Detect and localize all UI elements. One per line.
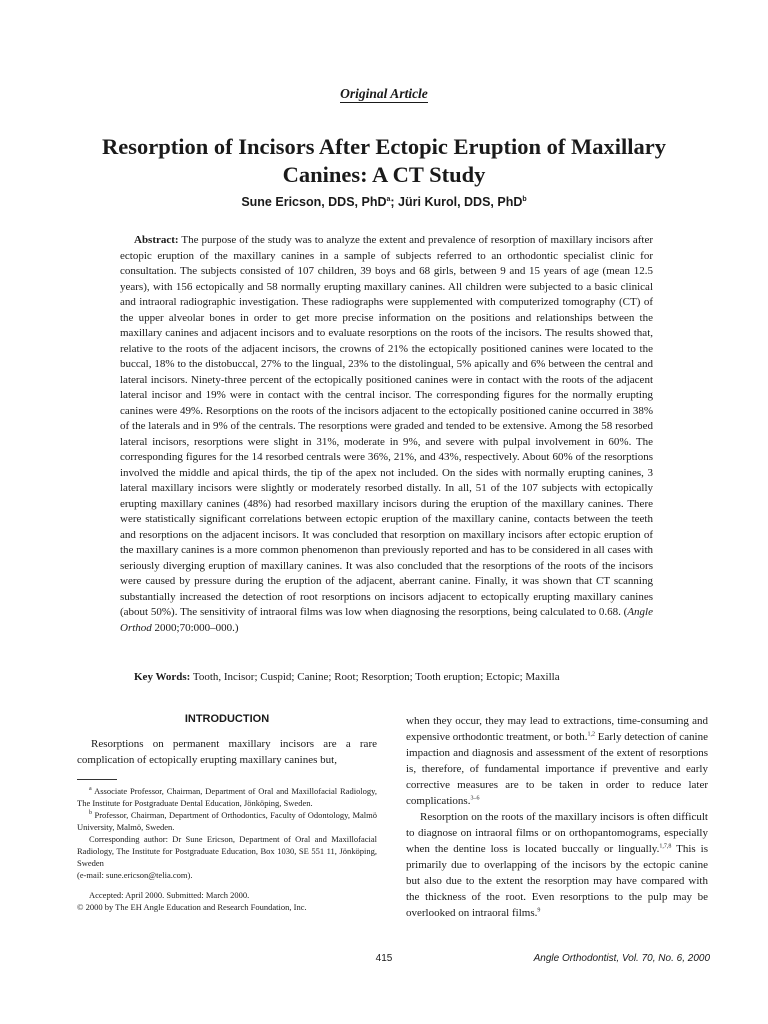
section-label	[0, 86, 768, 102]
dates: Accepted: April 2000. Submitted: March 2000.	[89, 890, 250, 900]
body-text: when they occur, they may lead to extractions, time-consuming and expensive orthodontic treatment, or both.	[406, 715, 708, 743]
body-text: Resorption on the roots of the maxillary incisors is often difficult to diagnose on intraoral films or on orthopantomograms, especially when the dentine loss is located buccally or lingually.	[406, 811, 708, 855]
footnote-text: Associate Professor, Chairman, Department of Oral and Maxillofacial Radiology, The Institute for Postgraduate Dental Education, Jönköping, Sweden.	[77, 786, 377, 808]
body-paragraph	[406, 713, 708, 809]
affiliation-mark: a	[386, 195, 391, 203]
author-name: Jüri Kurol, DDS, PhD	[398, 195, 523, 209]
section-label-text: Original Article	[340, 86, 428, 101]
right-column	[406, 713, 708, 921]
citation-details: 2000;70:000–000.)	[151, 621, 239, 634]
abstract	[120, 233, 653, 636]
abstract-text: The purpose of the study was to analyze the extent and prevalence of resorption of maxillary incisors after ectopic eruption of the maxillary canines in a sample of subjects referred to an orthodontic specialist clinic for consultation. The subjects consisted of 107 children, 39 boys and 68 girls, between 9 and 15 years of age (mean 12.5 years), with 156 ectopically and 58 normally erupting maxillary canines. All children were subjected to a basic clinical and intraoral radiographic investigation. These radiographs were supplemented with computerized tomography (CT) of the upper alveolar bones in order to get more precise information on the positions and relationships between the maxillary canines and adjacent incisors and to evaluate resorptions on the roots of the incisors. The results showed that, relative to the roots of the adjacent incisors, the crowns of 21% the ectopically positioned canines were located to the buccal, 18% to the distobuccal, 27% to the lingual, 23% to the distolingual, 5% apically and 6% between the central and lateral incisors. Ninety-three percent of the ectopically positioned canines were in contact with the roots of the adjacent lateral incisor and 19% were in contact with the central incisor. The corresponding figures for the normally erupting canines were 49%. Resorptions on the roots of the incisors adjacent to the ectopically positioned canine occurred in 38% of the laterals and in 9% of the centrals. The resorptions were graded and tended to be extensive. Among the 58 resorbed lateral incisors, resorptions were slight in 31%, moderate in 9%, and severe with pulpal involvement in 60%. The corresponding figures for the 14 resorbed centrals were 36%, 21%, and 43%, respectively. About 60% of the resorptions involved the middle and apical thirds, the tip of the apex not included. On the sides with normally erupting canines, 3 lateral maxillary incisors were slightly or moderately resorbed distally. In all, 51 of the 107 subjects with ectopically erupting maxillary canines (48%) had resorbed maxillary incisors during the eruption of the maxillary canines. There were statistically significant correlations between ectopic eruption of the maxillary canine, contacts between the teeth and resorptions on the adjacent incisors. It was concluded that resorption on maxillary incisors after ectopic eruption of the maxillary canines is a more common phenomenon than previously reported and has to be considered in all cases with seriously diverging eruption of maxillary canines. It was also concluded that the resorptions of the roots of the incisors were caused by pressure during the eruption of the adjacent, aberrant canine. Finally, it was shown that CT scanning substantially increased the detection of root resorptions on incisors adjacent to ectopically erupting maxillary canines (about 50%). The sensitivity of intraoral films was low when diagnosing the resorptions, being calculated to 0.68. (	[120, 234, 654, 618]
corresponding-author: Corresponding author: Dr Sune Ericson, Department of Oral and Maxillofacial Radiology, The Institute for Postgraduate Education, Box 1030, SE 551 11, Jönköping, Sweden	[77, 834, 377, 868]
keywords-text: Tooth, Incisor; Cuspid; Canine; Root; Resorption; Tooth eruption; Ectopic; Maxilla	[192, 671, 560, 683]
footnote-mark: a	[89, 786, 92, 793]
reference-mark: 9	[537, 907, 541, 914]
affiliation-mark: b	[522, 195, 527, 203]
keywords-label: Key Words:	[134, 671, 191, 683]
body-paragraph: Resorptions on permanent maxillary incisors are a rare complication of ectopically erupting maxillary canines but,	[77, 738, 377, 766]
footnote-text: Professor, Chairman, Department of Orthodontics, Faculty of Odontology, Malmö University, Malmö, Sweden.	[77, 810, 377, 832]
author-name: Sune Ericson, DDS, PhD	[241, 195, 387, 209]
article-title: Resorption of Incisors After Ectopic Eruption of Maxillary Canines: A CT Study	[102, 134, 666, 187]
reference-mark: 1,2	[587, 731, 595, 738]
reference-mark: 1,7,8	[659, 843, 672, 850]
author-separator: ;	[390, 195, 399, 209]
introduction-heading: INTRODUCTION	[184, 713, 270, 725]
author-line	[0, 195, 768, 209]
copyright: © 2000 by The EH Angle Education and Research Foundation, Inc.	[77, 902, 307, 912]
abstract-label: Abstract:	[134, 234, 179, 246]
footnotes	[77, 785, 377, 913]
body-text: Early detection of canine impaction and diagnosis and assessment of the extent of resorptions is, therefore, of fundamental importance if preventive and early corrective measures are to be taken in order to reduce later complications.	[406, 731, 708, 807]
reference-mark: 3–6	[470, 795, 480, 802]
journal-citation: Angle Orthodontist, Vol. 70, No. 6, 2000	[533, 953, 710, 964]
citation-journal: Angle Orthod	[120, 606, 653, 634]
footnote-mark: b	[89, 810, 92, 817]
body-text: This is primarily due to overlapping of the incisors by the ectopic canine but also due to the extent the resorption may have compared with the thickness of the root. Even resorptions to the pulp may be overlooked on intraoral films.	[406, 843, 708, 919]
email-address: (e-mail: sune.ericson@telia.com).	[77, 870, 193, 880]
footnote-rule	[77, 779, 117, 780]
body-paragraph	[406, 809, 708, 921]
footnote-affiliation-b	[77, 809, 377, 833]
key-words	[120, 670, 653, 686]
page-number: 415	[375, 953, 393, 964]
footnote-affiliation-a	[77, 785, 377, 809]
